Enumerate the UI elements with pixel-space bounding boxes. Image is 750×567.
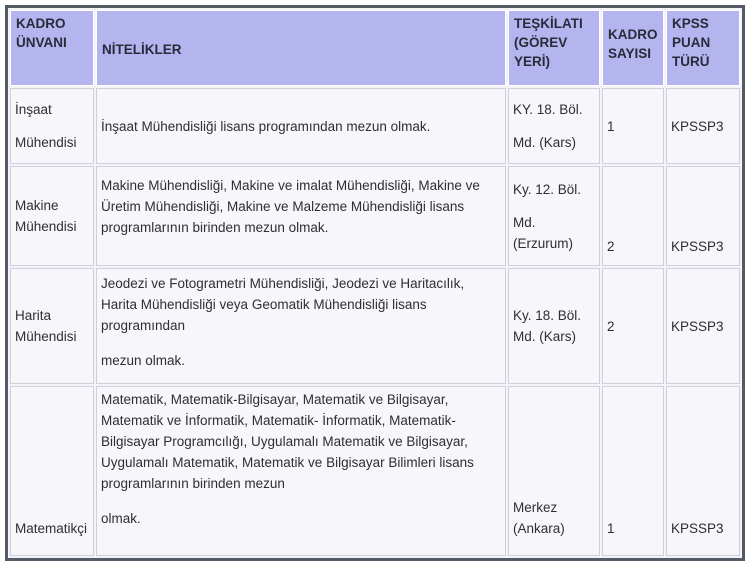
header-sayisi-line: SAYISI: [608, 46, 652, 61]
cell-puan: [666, 88, 740, 164]
cell-puan: [666, 268, 740, 384]
cell-unvan: [10, 166, 94, 266]
teskilati-line: Md. (Kars): [513, 329, 577, 344]
cell-teskilati: [508, 386, 600, 556]
header-sayisi: [602, 10, 664, 86]
unvan-line: Harita: [15, 308, 52, 323]
header-unvan-line: ÜNVANI: [16, 35, 67, 50]
cell-unvan: [10, 88, 94, 164]
cell-teskilati: [508, 166, 600, 266]
teskilati-line: Ky. 12. Böl.: [513, 181, 582, 197]
cell-puan: [666, 166, 740, 266]
header-nitelikler-label: NİTELİKLER: [102, 42, 182, 57]
header-unvan-line: KADRO: [16, 16, 66, 31]
sayisi-value: 1: [607, 118, 615, 134]
unvan-line: Mühendisi: [15, 135, 77, 150]
cell-nitelikler: [96, 386, 506, 556]
cell-nitelikler: [96, 88, 506, 164]
kadro-table: [8, 8, 742, 558]
unvan-line: Mühendisi: [15, 329, 77, 344]
unvan-line: Makine: [15, 198, 59, 213]
header-row: [10, 10, 740, 86]
kadro-table-frame: [5, 5, 745, 561]
header-teskilati-line: YERİ): [514, 54, 551, 69]
puan-value: KPSSP3: [671, 318, 724, 334]
header-puan-line: TÜRÜ: [672, 54, 710, 69]
cell-nitelikler: [96, 268, 506, 384]
teskilati-line: Merkez: [513, 500, 558, 515]
cell-sayisi: [602, 166, 664, 266]
cell-teskilati: [508, 88, 600, 164]
nitelikler-text: mezun olmak.: [101, 353, 186, 368]
cell-sayisi: [602, 386, 664, 556]
header-unvan: [10, 10, 94, 86]
teskilati-line: KY. 18. Böl.: [513, 102, 583, 117]
table-row: [10, 166, 740, 266]
nitelikler-text: olmak.: [101, 511, 141, 526]
cell-teskilati: [508, 268, 600, 384]
table-row: [10, 386, 740, 556]
cell-nitelikler: [96, 166, 506, 266]
puan-value: KPSSP3: [671, 521, 724, 536]
sayisi-value: 1: [607, 521, 615, 536]
nitelikler-text: Matematik, Matematik-Bilgisayar, Matematik ve Bilgisayar, Matematik ve İnformatik, Matematik- İnformatik, Matematik-Bilgisayar Programcılığı, Uygulamalı Matematik ve Bilgisayar, Uygulamalı Matematik, Matematik ve Bilgisayar Bilimleri lisans programlarının birinden mezun: [101, 392, 474, 491]
header-teskilati-line: TEŞKİLATI: [514, 16, 583, 31]
teskilati-line: Md. (Kars): [513, 135, 577, 150]
header-puan-line: KPSS: [672, 16, 709, 31]
header-teskilati-line: (GÖREV: [514, 35, 568, 50]
nitelikler-text: Makine Mühendisliği, Makine ve imalat Mühendisliği, Makine ve Üretim Mühendisliği, Makine ve Malzeme Mühendisliği lisans programlarının birinden mezun olmak.: [101, 178, 480, 235]
teskilati-line: Ky. 18. Böl.: [513, 308, 582, 323]
header-puan: [666, 10, 740, 86]
cell-sayisi: [602, 268, 664, 384]
header-nitelikler: [96, 10, 506, 86]
header-teskilati: [508, 10, 600, 86]
teskilati-line: Md. (Erzurum): [513, 214, 573, 251]
table-row: [10, 268, 740, 384]
sayisi-value: 2: [607, 318, 615, 334]
teskilati-line: (Ankara): [513, 521, 565, 536]
sayisi-value: 2: [607, 239, 615, 254]
nitelikler-text: İnşaat Mühendisliği lisans programından mezun olmak.: [101, 118, 431, 134]
puan-value: KPSSP3: [671, 118, 724, 134]
puan-value: KPSSP3: [671, 239, 724, 254]
cell-unvan: [10, 386, 94, 556]
header-puan-line: PUAN: [672, 35, 711, 50]
cell-unvan: [10, 268, 94, 384]
cell-puan: [666, 386, 740, 556]
header-sayisi-line: KADRO: [608, 27, 658, 42]
unvan-line: Matematikçi: [15, 521, 88, 536]
unvan-line: İnşaat: [15, 102, 52, 117]
unvan-line: Mühendisi: [15, 219, 77, 234]
nitelikler-text: Jeodezi ve Fotogrametri Mühendisliği, Jeodezi ve Haritacılık, Harita Mühendisliği veya Geomatik Mühendisliği lisans programından: [101, 276, 465, 333]
cell-sayisi: [602, 88, 664, 164]
table-row: [10, 88, 740, 164]
